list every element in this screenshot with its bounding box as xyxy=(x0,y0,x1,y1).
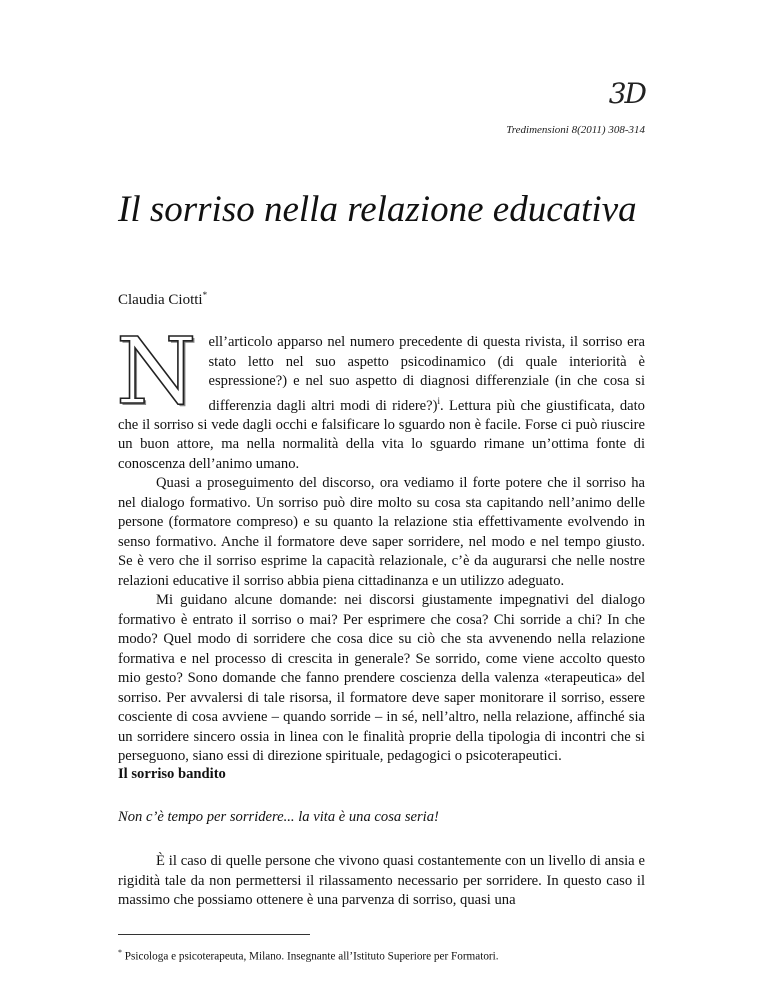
footnote xyxy=(118,946,499,964)
section-paragraph-1: È il caso di quelle persone che vivono quasi costantemente con un livello di ansia e rigidità tale da non permettersi il rilassamento necessario per sorridere. In questo caso il massimo che possiamo ottenere è una parvenza di sorriso, quasi una xyxy=(118,853,645,908)
article-title: Il sorriso nella relazione educativa xyxy=(118,189,637,230)
intro-paragraph-1-text: ell’articolo apparso nel numero precedente di questa rivista, il sorriso era stato letto nel suo aspetto psicodinamico (di quale interiorità è espressione?) e nel suo aspetto di diagnosi differenziale (in che cosa si differenzia dagli altri modi di ridere?) xyxy=(208,334,645,414)
journal-reference: Tredimensioni 8(2011) 308-314 xyxy=(506,124,645,136)
section-text xyxy=(118,852,645,911)
section-epigraph: Non c’è tempo per sorridere... la vita è una cosa seria! xyxy=(118,809,439,825)
endnote-mark[interactable]: i xyxy=(437,395,441,406)
drop-cap-letter: N xyxy=(116,318,197,425)
section-heading: Il sorriso bandito xyxy=(118,766,226,782)
intro-paragraph-3: Mi guidano alcune domande: nei discorsi giustamente impegnativi del dialogo formativo è entrato il sorriso o mai? Per esprimere che cosa? Chi sorride a chi? In che modo? Quel modo di sorridere che cosa dice su ciò che sta avvenendo nella relazione formativa e nel processo di crescita in generale? Se sorrido, come viene accolto questo mio gesto? Sono domande che fanno prendere coscienza della valenza «terapeutica» del sorriso. Per avvalersi di tale risorsa, il formatore deve saper monitorare il sorriso, essere cosciente di cosa avviene – quando sorride – in sé, nell’altro, nella relazione, affinché sia un sorridere sincero ossia in linea con le finalità proprie della tipologia di incontri che si perseguono, siano essi di direzione spirituale, pedagogici o psicoterapeutici. xyxy=(118,592,645,765)
footnote-divider xyxy=(118,934,310,935)
journal-logo: 3D xyxy=(608,77,645,110)
intro-paragraph-2: Quasi a proseguimento del discorso, ora vediamo il forte potere che il sorriso ha nel dialogo formativo. Un sorriso può dire molto su cosa sta capitando nell’animo delle persone (formatore compreso) e su quanto la relazione stia effettivamente evolvendo in senso formativo. Anche il formatore deve saper sorridere, nel modo e nel tempo giusto. Se è vero che il sorriso esprime la capacità relazionale, c’è da augurarsi che nelle nostre relazioni educative il sorriso abbia piena cittadinanza e un utilizzo adeguato. xyxy=(118,475,645,589)
footnote-text: Psicologa e psicoterapeuta, Milano. Insegnante all’Istituto Superiore per Formatori. xyxy=(124,950,499,963)
intro-text xyxy=(116,318,645,767)
author-name: Claudia Ciotti xyxy=(118,292,203,308)
author-line xyxy=(118,286,207,309)
author-footnote-mark[interactable]: * xyxy=(202,290,208,300)
intro-paragraph-1-end: . Lettura più che giustificata, dato che il sorriso si vede dagli occhi e falsificare lo sguardo non è facile. Forse ci può riuscire un buon attore, ma nella normalità della vita lo sguardo rimane un’ottima fonte di conoscenza dell’animo umano. xyxy=(118,397,645,472)
footnote-mark: * xyxy=(118,948,122,957)
intro-paragraph-1 xyxy=(116,318,645,474)
